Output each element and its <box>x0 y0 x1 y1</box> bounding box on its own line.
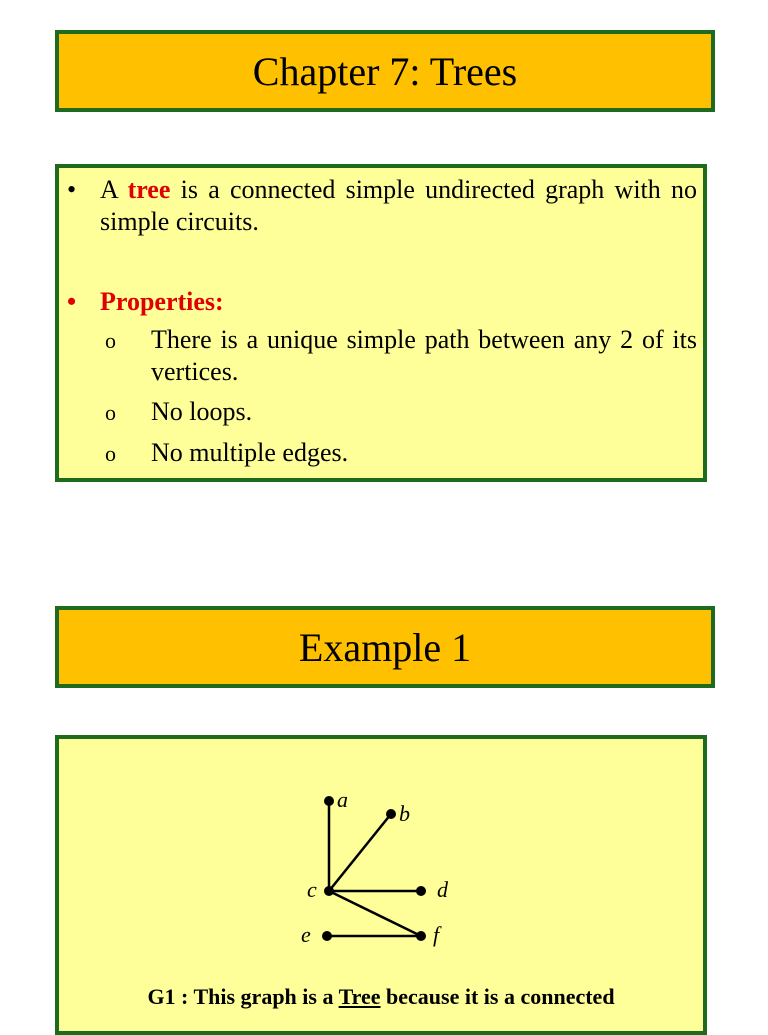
vertex-label-d: d <box>437 877 448 902</box>
graph-vertices <box>322 796 426 941</box>
vertex-label-a: a <box>337 789 348 812</box>
vertex-label-b: b <box>399 801 410 826</box>
caption-suffix: because it is a connected <box>386 984 615 1009</box>
vertex-label-c: c <box>307 877 317 902</box>
circle-bullet-icon: o <box>105 328 116 353</box>
properties-bullet <box>65 286 697 318</box>
example-box <box>55 735 707 1035</box>
caption-term: Tree <box>338 984 381 1009</box>
example-caption <box>59 984 703 1010</box>
property-item <box>65 324 697 388</box>
edge-c-f <box>329 891 421 936</box>
edge-c-b <box>329 814 391 891</box>
property-text: There is a unique simple path between any 2 of its vertices. <box>151 325 697 386</box>
property-text: No multiple edges. <box>151 438 349 467</box>
vertex-c <box>324 886 334 896</box>
vertex-label-e: e <box>301 922 311 947</box>
circle-bullet-icon: o <box>105 441 116 466</box>
definition-text <box>100 174 697 238</box>
bullet-marker: • <box>67 175 77 204</box>
slide2-title <box>55 606 715 688</box>
bullet-marker: • <box>67 287 77 316</box>
vertex-b <box>386 809 396 819</box>
definition-suffix: is a connected simple undirected graph with no simple circuits. <box>100 175 697 236</box>
vertex-d <box>416 886 426 896</box>
vertex-label-f: f <box>433 922 440 947</box>
properties-heading: Properties: <box>100 287 224 316</box>
vertex-a <box>324 796 334 806</box>
property-text: No loops. <box>151 397 253 426</box>
definition-bullet <box>65 174 697 238</box>
slide1-title-text: Chapter 7: Trees <box>252 48 518 94</box>
circle-bullet-icon: o <box>105 400 116 425</box>
caption-prefix: G1 : This graph is a <box>147 984 334 1009</box>
definition-box <box>55 164 707 482</box>
definition-prefix: A <box>100 175 118 204</box>
property-item <box>65 437 697 470</box>
vertex-e <box>322 931 332 941</box>
slide2-title-text: Example 1 <box>298 624 472 670</box>
tree-graph <box>299 789 529 959</box>
property-item <box>65 396 697 429</box>
definition-term: tree <box>127 175 171 204</box>
slide1-title <box>55 30 715 112</box>
vertex-f <box>416 931 426 941</box>
